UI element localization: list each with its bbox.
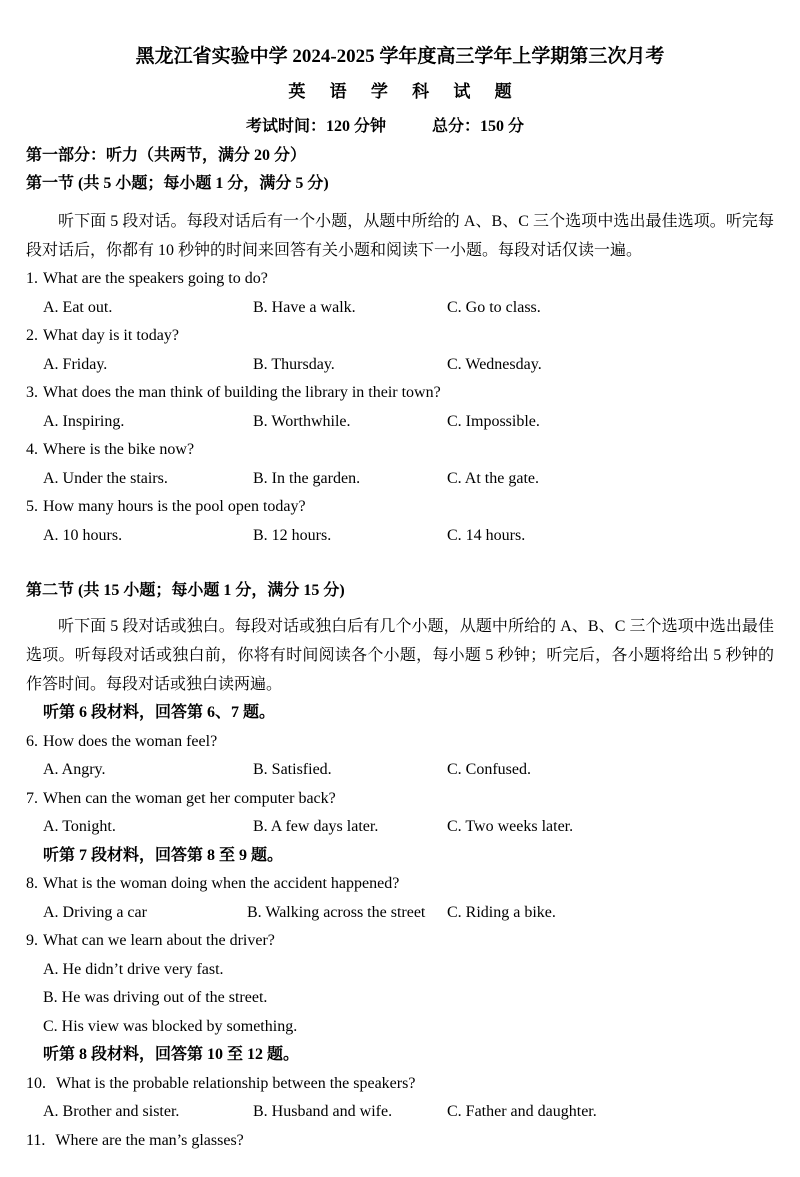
question-number: 9. — [26, 932, 38, 950]
part1-heading: 第一部分：听力（共两节，满分 20 分） — [26, 146, 307, 164]
material-note-6: 听第 6 段材料，回答第 6、7 题。 — [43, 704, 276, 722]
question-number: 1. — [26, 270, 38, 288]
question-number: 10. — [26, 1074, 46, 1092]
question-6-options — [26, 756, 774, 785]
question-2-options — [26, 351, 774, 380]
question-text: Where is the bike now? — [43, 441, 195, 459]
option-b: B. 12 hours. — [253, 526, 332, 544]
question-number: 5. — [26, 498, 38, 516]
question-8-options — [26, 899, 774, 928]
option-a: A. Brother and sister. — [43, 1103, 180, 1121]
question-9-option-c: C. His view was blocked by something. — [43, 1017, 298, 1035]
section1-heading: 第一节 (共 5 小题；每小题 1 分，满分 5 分) — [26, 175, 329, 192]
option-b: B. Husband and wife. — [253, 1103, 393, 1121]
question-6 — [26, 728, 774, 757]
option-c: C. Confused. — [447, 761, 531, 779]
question-9 — [26, 927, 774, 956]
exam-duration: 考试时间：120 分钟 — [245, 118, 386, 135]
question-text: What can we learn about the driver? — [43, 932, 275, 950]
question-number: 7. — [26, 789, 38, 807]
option-a: A. Friday. — [43, 355, 108, 373]
option-b: B. Have a walk. — [253, 298, 356, 316]
material-note-7: 听第 7 段材料，回答第 8 至 9 题。 — [43, 846, 284, 864]
question-10 — [26, 1070, 774, 1099]
question-number: 11. — [26, 1131, 46, 1149]
option-c: C. Go to class. — [447, 298, 541, 316]
question-1 — [26, 265, 774, 294]
question-9-option-b: B. He was driving out of the street. — [43, 989, 268, 1007]
material-note-8: 听第 8 段材料，回答第 10 至 12 题。 — [43, 1046, 300, 1064]
question-text: What day is it today? — [43, 327, 179, 345]
question-text: How many hours is the pool open today? — [43, 498, 306, 516]
question-number: 8. — [26, 875, 38, 893]
option-c: C. Riding a bike. — [447, 903, 556, 921]
section2-instructions: 听下面 5 段对话或独白。每段对话或独白后有几个小题，从题中所给的 A、B、C 三个选项中选出最佳选项。听每段对话或独白前，你将有时间阅读各个小题，每小题 5 秒钟；听完后，各小题将给出 5 秒钟的作答时间。每段对话或独白读两遍。 — [26, 617, 774, 694]
exam-meta — [11, 113, 759, 142]
option-a: A. Inspiring. — [43, 412, 125, 430]
option-a: A. Under the stairs. — [43, 469, 168, 487]
question-1-options — [26, 294, 774, 323]
question-text: What are the speakers going to do? — [43, 270, 268, 288]
option-c: C. Father and daughter. — [447, 1103, 597, 1121]
option-b: B. Worthwhile. — [253, 412, 351, 430]
option-c: C. Wednesday. — [447, 355, 542, 373]
question-7 — [26, 785, 774, 814]
question-number: 6. — [26, 732, 38, 750]
question-number: 2. — [26, 327, 38, 345]
section2-heading: 第二节 (共 15 小题；每小题 1 分，满分 15 分) — [26, 582, 345, 600]
exam-total-score: 总分：150 分 — [432, 118, 525, 135]
question-text: Where are the man’s glasses? — [55, 1131, 244, 1149]
question-8 — [26, 870, 774, 899]
option-c: C. 14 hours. — [447, 526, 526, 544]
exam-title: 黑龙江省实验中学 2024-2025 学年度高三学年上学期第三次月考 — [135, 46, 665, 67]
question-10-options — [26, 1098, 774, 1127]
option-a: A. Driving a car — [43, 903, 147, 921]
question-text: When can the woman get her computer back? — [43, 789, 336, 807]
option-b: B. In the garden. — [253, 469, 361, 487]
question-2 — [26, 322, 774, 351]
option-b: B. Thursday. — [253, 355, 335, 373]
question-4-options — [26, 465, 774, 494]
section1-instructions: 听下面 5 段对话。每段对话后有一个小题，从题中所给的 A、B、C 三个选项中选出最佳选项。听完每段对话后，你都有 10 秒钟的时间来回答有关小题和阅读下一小题。每段对话仅读一遍。 — [26, 212, 774, 259]
question-11 — [26, 1127, 774, 1156]
option-c: C. At the gate. — [447, 469, 539, 487]
option-b: B. Satisfied. — [253, 761, 332, 779]
question-9-option-a: A. He didn’t drive very fast. — [43, 960, 224, 978]
question-5 — [26, 493, 774, 522]
option-b: B. A few days later. — [253, 818, 379, 836]
question-text: What does the man think of building the library in their town? — [43, 384, 441, 402]
question-7-options — [26, 813, 774, 842]
question-4 — [26, 436, 774, 465]
option-a: A. Tonight. — [43, 818, 116, 836]
option-a: A. 10 hours. — [43, 526, 123, 544]
question-5-options — [26, 522, 774, 551]
option-a: A. Eat out. — [43, 298, 113, 316]
question-text: What is the probable relationship between the speakers? — [56, 1074, 416, 1092]
question-3-options — [26, 408, 774, 437]
question-number: 4. — [26, 441, 38, 459]
exam-subject: 英 语 学 科 试 题 — [288, 82, 522, 101]
question-text: What is the woman doing when the accident happened? — [43, 875, 400, 893]
option-c: C. Two weeks later. — [447, 818, 574, 836]
option-b: B. Walking across the street — [247, 903, 426, 921]
question-3 — [26, 379, 774, 408]
question-text: How does the woman feel? — [43, 732, 218, 750]
option-a: A. Angry. — [43, 761, 106, 779]
option-c: C. Impossible. — [447, 412, 540, 430]
question-number: 3. — [26, 384, 38, 402]
